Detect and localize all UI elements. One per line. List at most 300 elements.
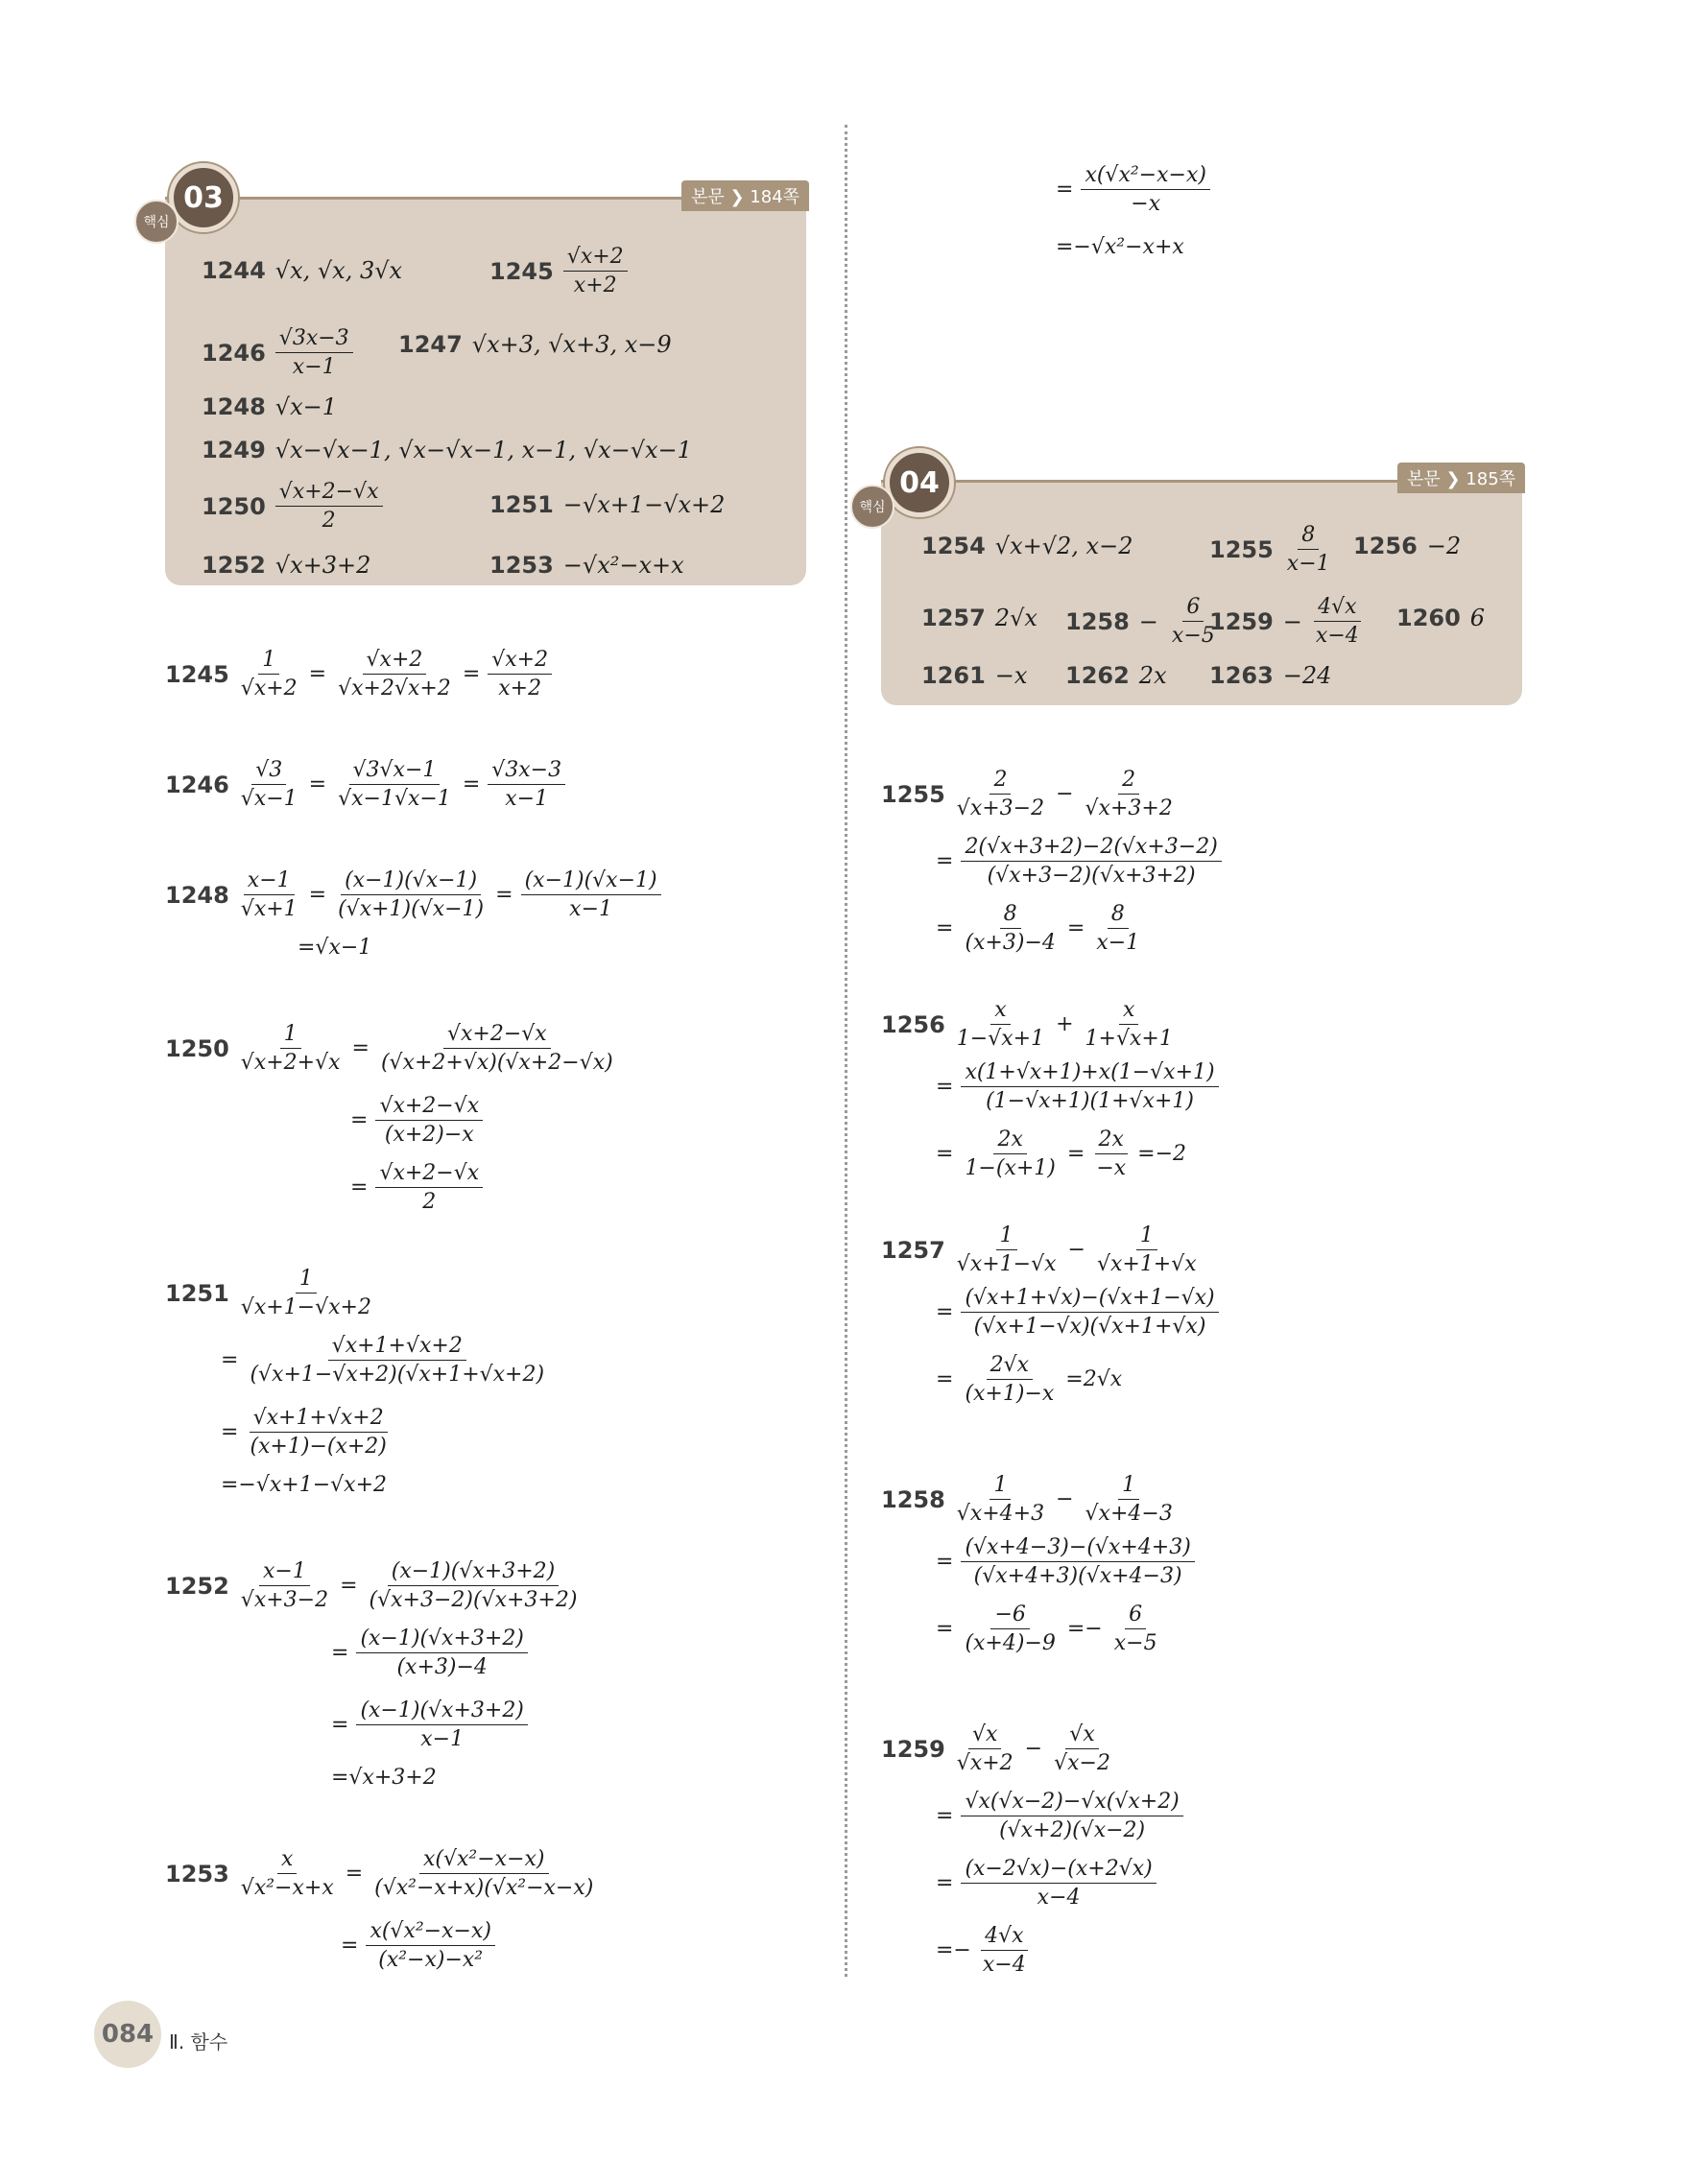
solution-line (881, 998, 1572, 1064)
expression: =√x+3+2 (331, 1766, 437, 1790)
denominator: 1−(x+1) (965, 1156, 1056, 1180)
denominator: (√x+3−2)(√x+3+2) (369, 1588, 578, 1612)
answer-item (921, 605, 1037, 631)
expression: = (936, 1804, 954, 1828)
problem-number: 1260 (1396, 605, 1461, 631)
answer-item (921, 662, 1027, 689)
answer-value: 2√x (994, 605, 1037, 631)
answer-item (1209, 523, 1334, 576)
solution-row (341, 1919, 1032, 1972)
numerator: 2√x (987, 1353, 1033, 1380)
denominator: (√x²−x+x)(√x²−x−x) (374, 1876, 594, 1900)
expression: = (308, 883, 327, 907)
expression: = (331, 1641, 349, 1665)
fraction (334, 648, 455, 700)
solution-line (331, 1626, 1022, 1693)
answer-item (398, 331, 672, 358)
solution-row (881, 1223, 1572, 1276)
solution-line (936, 1602, 1627, 1669)
denominator: x−1 (505, 787, 549, 811)
denominator: −x (1131, 192, 1161, 216)
expression: = (350, 1108, 369, 1132)
expression: =− (1066, 1617, 1103, 1641)
solution-line (881, 768, 1572, 834)
denominator: √x+1−√x (956, 1252, 1057, 1276)
denominator: (1−√x+1)(1+√x+1) (986, 1089, 1194, 1113)
denominator: 1+√x+1 (1085, 1027, 1173, 1051)
fraction (953, 1473, 1048, 1526)
denominator: x−5 (1113, 1631, 1157, 1655)
answer-item (921, 533, 1133, 559)
problem-number: 1253 (489, 552, 554, 579)
solution-line (936, 902, 1627, 968)
solution-row (1056, 235, 1693, 259)
fraction (356, 1626, 527, 1679)
solution-line (165, 1559, 856, 1626)
solution-row (936, 1857, 1627, 1910)
fraction (356, 1698, 527, 1751)
solution-row (165, 1847, 856, 1900)
problem-number: 1247 (398, 331, 463, 358)
fraction (237, 1267, 375, 1319)
expression: =−2 (1137, 1142, 1187, 1166)
fraction (488, 648, 552, 700)
problem-number: 1258 (1065, 607, 1130, 635)
denominator: −x (1096, 1156, 1127, 1180)
expression: = (340, 1574, 358, 1598)
expression: = (936, 1617, 954, 1641)
numerator: 8 (1108, 902, 1129, 929)
expression: = (462, 772, 481, 796)
chapter-label: Ⅱ. 함수 (169, 2030, 228, 2053)
denominator: √x²−x+x (240, 1876, 334, 1900)
denominator: (x²−x)−x² (378, 1948, 484, 1972)
solution-row (936, 1924, 1627, 1977)
numerator: √3x−3 (488, 758, 565, 785)
page-ref-label: 본문 ❯ 185쪽 (1407, 469, 1516, 489)
numerator: √x(√x−2)−√x(√x+2) (961, 1790, 1182, 1816)
solution-row (221, 1473, 912, 1497)
fraction (961, 1286, 1218, 1339)
numerator: 4√x (1314, 595, 1360, 622)
denominator: (x+3)−4 (965, 931, 1056, 955)
expression: =−√x+1−√x+2 (221, 1473, 388, 1497)
answer-item (489, 245, 628, 297)
denominator: √x+2√x+2 (338, 677, 451, 700)
numerator: √x+1+√x+2 (328, 1334, 466, 1361)
numerator: x(√x²−x−x) (419, 1847, 549, 1874)
fraction (377, 1022, 617, 1075)
problem-number: 1255 (881, 780, 945, 808)
problem-number: 1263 (1209, 662, 1274, 689)
denominator: (√x+1)(√x−1) (338, 897, 485, 921)
answer-item (1353, 533, 1461, 559)
expression: = (221, 1420, 239, 1444)
solution-line (936, 1790, 1627, 1856)
answer-item (202, 326, 353, 379)
expression: =√x−1 (298, 936, 372, 960)
denominator: x−1 (1286, 552, 1330, 576)
numerator: x (990, 998, 1010, 1025)
denominator: √x+1 (240, 897, 298, 921)
numerator: √x+2−√x (443, 1022, 551, 1049)
fraction (237, 1559, 332, 1612)
solution-row (165, 1267, 856, 1319)
fraction (953, 998, 1048, 1051)
sign: − (1282, 607, 1302, 635)
answer-value: 2x (1138, 662, 1167, 689)
problem-number: 1261 (921, 662, 986, 689)
fraction (961, 1353, 1058, 1406)
problem-number: 1257 (881, 1236, 945, 1264)
numerator: (x−1)(√x−1) (341, 868, 481, 895)
numerator: (x−1)(√x+3+2) (356, 1698, 527, 1725)
numerator: √x (968, 1722, 1001, 1749)
problem-number: 1245 (489, 257, 554, 285)
problem-number: 1259 (881, 1735, 945, 1763)
solution-line (165, 758, 856, 824)
denominator: x+2 (573, 273, 617, 297)
denominator: x−1 (569, 897, 613, 921)
solution-line (936, 835, 1627, 901)
solution-line (221, 1473, 912, 1510)
fraction (1093, 1223, 1201, 1276)
answer-value: √x+3, √x+3, x−9 (471, 331, 672, 358)
answer-value: √x+√2, x−2 (994, 533, 1133, 559)
denominator: 2 (422, 1190, 437, 1214)
solution-row (165, 758, 856, 811)
fraction (563, 245, 628, 297)
denominator: x−4 (1315, 624, 1359, 648)
core-label: 핵심 (850, 485, 894, 529)
fraction (375, 1161, 483, 1214)
denominator: √x+4+3 (956, 1502, 1045, 1526)
fraction (1082, 1473, 1177, 1526)
solution-row (298, 936, 989, 960)
solution-row (165, 1022, 856, 1075)
problem-number: 1257 (921, 605, 986, 631)
solution-row (936, 1790, 1627, 1842)
expression: = (936, 1550, 954, 1574)
fraction (246, 1334, 548, 1387)
denominator: √x−1√x−1 (338, 787, 451, 811)
numerator: 8 (1298, 523, 1319, 550)
denominator: √x+1−√x+2 (240, 1295, 371, 1319)
problem-number: 1252 (202, 552, 266, 579)
solution-line (881, 1223, 1572, 1290)
fraction (1082, 998, 1177, 1051)
solution-line (936, 1857, 1627, 1923)
expression: = (308, 662, 327, 686)
denominator: (x+4)−9 (965, 1631, 1056, 1655)
problem-number: 1252 (165, 1572, 229, 1600)
numerator: 2x (1095, 1128, 1128, 1154)
answer-item (489, 491, 725, 518)
solution-line (936, 1128, 1627, 1194)
denominator: (x+1)−(x+2) (250, 1435, 387, 1459)
problem-number: 1262 (1065, 662, 1130, 689)
solution-row (936, 1353, 1627, 1406)
fraction (953, 768, 1048, 820)
numerator: √x+2−√x (375, 1094, 483, 1121)
expression: = (936, 1367, 954, 1391)
fraction (1050, 1722, 1114, 1775)
answer-value: −2 (1426, 533, 1462, 559)
fraction (237, 868, 301, 921)
solution-row (936, 1060, 1627, 1113)
solution-line (936, 1060, 1627, 1127)
numerator: √x (1065, 1722, 1098, 1749)
solution-line (881, 1473, 1572, 1539)
numerator: √x+1+√x+2 (250, 1406, 388, 1433)
page-number: 084 (94, 2001, 161, 2068)
numerator: 4√x (981, 1924, 1027, 1951)
fraction (375, 1094, 483, 1147)
fraction (961, 1602, 1059, 1655)
fraction (237, 1847, 338, 1900)
expression: = (1066, 1142, 1085, 1166)
numerator: √x+2−√x (375, 1161, 483, 1188)
denominator: x−1 (420, 1727, 465, 1751)
sign: − (1138, 607, 1158, 635)
solution-row (936, 835, 1627, 888)
expression: − (1067, 1238, 1085, 1262)
problem-number: 1250 (165, 1034, 229, 1062)
solution-row (1056, 163, 1693, 216)
page-ref-label: 본문 ❯ 184쪽 (691, 187, 800, 207)
expression: = (341, 1934, 359, 1958)
numerator: √3 (251, 758, 286, 785)
fraction (237, 758, 301, 811)
numerator: 1 (1136, 1223, 1157, 1250)
expression: =2√x (1065, 1367, 1123, 1391)
problem-number: 1248 (165, 881, 229, 909)
answer-value: √x, √x, 3√x (274, 257, 403, 284)
fraction (961, 902, 1059, 955)
solution-line (936, 1353, 1627, 1419)
expression: = (462, 662, 481, 686)
fraction (979, 1924, 1030, 1977)
solution-line (165, 1267, 856, 1333)
answer-item (1209, 595, 1363, 648)
answer-item (489, 552, 684, 579)
fraction (237, 1022, 345, 1075)
problem-number: 1251 (165, 1279, 229, 1307)
fraction (334, 758, 455, 811)
answer-value: −√x+1−√x+2 (562, 491, 726, 518)
numerator: (√x+4−3)−(√x+4+3) (961, 1535, 1194, 1562)
fraction (246, 1406, 390, 1459)
problem-number: 1246 (202, 339, 266, 367)
denominator: √x+4−3 (1085, 1502, 1173, 1526)
solution-line (936, 1535, 1627, 1602)
solution-line (1056, 163, 1693, 229)
solution-row (936, 1128, 1627, 1180)
solution-row (221, 1406, 912, 1459)
solution-line (936, 1286, 1627, 1352)
solution-line (165, 1022, 856, 1088)
problem-number: 1254 (921, 533, 986, 559)
expression: = (936, 1075, 954, 1099)
expression: = (936, 1871, 954, 1895)
problem-number: 1256 (1353, 533, 1418, 559)
numerator: (x−2√x)−(x+2√x) (961, 1857, 1156, 1884)
denominator: √x+2 (956, 1751, 1013, 1775)
problem-number: 1250 (202, 492, 266, 520)
denominator: (√x+1−√x+2)(√x+1+√x+2) (250, 1363, 545, 1387)
expression: = (936, 1300, 954, 1324)
numerator: (x−1)(√x−1) (521, 868, 661, 895)
fraction (275, 480, 383, 533)
denominator: (x+1)−x (965, 1382, 1055, 1406)
page-ref-184[interactable] (681, 180, 809, 211)
expression: − (1024, 1737, 1043, 1761)
fraction (275, 326, 353, 379)
denominator: (√x+4+3)(√x+4−3) (973, 1564, 1182, 1588)
denominator: √x−2 (1054, 1751, 1110, 1775)
problem-number: 1251 (489, 491, 554, 518)
fraction (1283, 523, 1334, 576)
numerator: 1 (990, 1473, 1011, 1500)
expression: = (331, 1713, 349, 1737)
expression: = (350, 1175, 369, 1199)
solution-row (881, 1473, 1572, 1526)
expression: = (221, 1348, 239, 1372)
core-label: 핵심 (134, 200, 179, 244)
denominator: 2 (322, 509, 336, 533)
answer-item (202, 393, 337, 420)
fraction (366, 1559, 582, 1612)
answer-item (1209, 662, 1331, 689)
answer-value: √x−√x−1, √x−√x−1, x−1, √x−√x−1 (274, 437, 692, 463)
solution-line (221, 1406, 912, 1472)
fraction (1312, 595, 1363, 648)
solution-line (1056, 235, 1693, 273)
solution-line (298, 936, 989, 973)
problem-number: 1259 (1209, 607, 1274, 635)
expression: = (936, 1142, 954, 1166)
numerator: 1 (258, 648, 279, 675)
fraction (1081, 163, 1210, 216)
denominator: x−1 (1096, 931, 1140, 955)
answer-value: −24 (1282, 662, 1332, 689)
numerator: 6 (1182, 595, 1204, 622)
denominator: (x+2)−x (384, 1123, 474, 1147)
numerator: √x+2 (488, 648, 552, 675)
numerator: −6 (990, 1602, 1029, 1629)
answer-item (202, 437, 692, 463)
denominator: (√x+2)(√x−2) (999, 1818, 1146, 1842)
fraction (953, 1722, 1017, 1775)
answer-value: √x−1 (274, 393, 338, 420)
numerator: √x+2 (563, 245, 628, 272)
numerator: x(1+√x+1)+x(1−√x+1) (961, 1060, 1218, 1087)
fraction (953, 1223, 1061, 1276)
expression: + (1056, 1012, 1074, 1036)
numerator: x (277, 1847, 297, 1874)
denominator: x+2 (498, 677, 542, 700)
expression: = (936, 849, 954, 873)
solution-row (331, 1626, 1022, 1679)
solution-row (881, 998, 1572, 1051)
answer-value: −√x²−x+x (562, 552, 684, 579)
answer-item (202, 480, 383, 533)
expression: = (1066, 916, 1085, 940)
numerator: √x+2−√x (275, 480, 383, 507)
fraction (961, 835, 1221, 888)
denominator: √x+3−2 (956, 796, 1045, 820)
numerator: 1 (280, 1022, 301, 1049)
solution-line (881, 1722, 1572, 1789)
problem-number: 1256 (881, 1010, 945, 1038)
denominator: √x+2 (240, 677, 298, 700)
expression: =−√x²−x+x (1056, 235, 1184, 259)
denominator: (√x+1−√x)(√x+1+√x) (973, 1315, 1206, 1339)
numerator: 6 (1125, 1602, 1146, 1629)
solution-line (341, 1919, 1032, 1985)
fraction (961, 1790, 1182, 1842)
denominator: (√x+3−2)(√x+3+2) (987, 864, 1196, 888)
numerator: x(√x²−x−x) (1081, 163, 1210, 190)
numerator: √3x−3 (275, 326, 353, 353)
denominator: √x+3−2 (240, 1588, 329, 1612)
expression: − (1056, 782, 1074, 806)
denominator: √x+3+2 (1085, 796, 1173, 820)
solution-row (165, 868, 856, 921)
fraction (961, 1535, 1194, 1588)
solution-row (936, 1535, 1627, 1588)
fraction (488, 758, 565, 811)
fraction (237, 648, 301, 700)
expression: = (495, 883, 513, 907)
solution-line (165, 868, 856, 935)
problem-number: 1253 (165, 1860, 229, 1887)
solution-line (221, 1334, 912, 1400)
denominator: x−5 (1171, 624, 1215, 648)
solution-line (936, 1924, 1627, 1990)
denominator: x−4 (982, 1953, 1026, 1977)
numerator: (√x+1+√x)−(√x+1−√x) (961, 1286, 1218, 1313)
fraction (961, 1060, 1218, 1113)
page-ref-185[interactable] (1397, 463, 1525, 493)
answer-item (1396, 605, 1485, 631)
problem-number: 1246 (165, 771, 229, 798)
solution-row (165, 648, 856, 700)
fraction (1092, 1128, 1130, 1180)
answer-item (1065, 662, 1167, 689)
denominator: x−4 (1037, 1886, 1081, 1910)
problem-number: 1255 (1209, 535, 1274, 563)
numerator: 2 (990, 768, 1011, 795)
numerator: x (1119, 998, 1138, 1025)
expression: − (1056, 1487, 1074, 1511)
numerator: 2 (1118, 768, 1139, 795)
fraction (1082, 768, 1177, 820)
problem-number: 1249 (202, 437, 266, 463)
solution-row (936, 1286, 1627, 1339)
solution-row (165, 1559, 856, 1612)
numerator: (x−1)(√x+3+2) (388, 1559, 559, 1586)
denominator: √x−1 (240, 787, 298, 811)
solution-row (936, 902, 1627, 955)
problem-number: 1248 (202, 393, 266, 420)
answer-item (202, 552, 370, 579)
denominator: x−1 (292, 355, 336, 379)
numerator: √x+2 (363, 648, 427, 675)
expression: = (936, 916, 954, 940)
denominator: √x+2+√x (240, 1051, 341, 1075)
expression: = (351, 1036, 370, 1060)
